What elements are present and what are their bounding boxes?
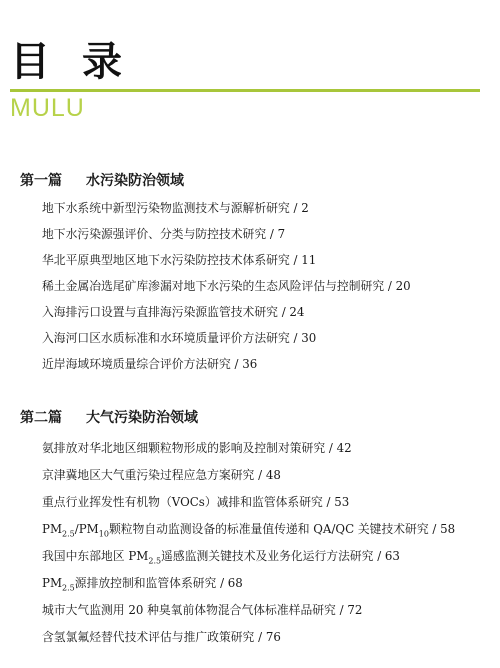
toc-entry-text: 源排放控制和监管体系研究 / 68 [74,576,243,590]
toc-entry-lead: 我国中东部地区 [42,549,129,563]
toc-entry[interactable]: 近岸海域环境质量综合评价方法研究 / 36 [42,357,258,371]
toc-entry-text: 颗粒物自动监测设备的标准量值传递和 QA/QC 关键技术研究 / 58 [108,522,456,536]
toc-entry[interactable] [42,520,455,538]
toc-entry-text: 遥感监测关键技术及业务化运行方法研究 / 63 [161,549,400,563]
toc-entry[interactable]: 入海河口区水质标准和水环境质量评价方法研究 / 30 [42,331,317,345]
toc-entry[interactable]: 地下水污染源强评价、分类与防控技术研究 / 7 [42,227,286,241]
page-subtitle: MULU [10,94,85,122]
page-title: 目录 [10,38,154,85]
toc-entry[interactable] [42,547,400,565]
toc-entry[interactable]: 重点行业挥发性有机物（VOCs）减排和监管体系研究 / 53 [42,495,350,509]
toc-entry[interactable]: 氨排放对华北地区细颗粒物形成的影响及控制对策研究 / 42 [42,441,352,455]
section-number: 第二篇 [20,410,62,426]
pm-prefix: $PM_{2.5}/PM_{10}$ [42,522,109,539]
section-title: 大气污染防治领域 [86,410,198,426]
section-heading [20,172,184,190]
section-title: 水污染防治领域 [86,173,184,189]
toc-entry[interactable]: 华北平原典型地区地下水污染防控技术体系研究 / 11 [42,253,317,267]
toc-entry[interactable]: 稀土金属冶选尾矿库渗漏对地下水污染的生态风险评估与控制研究 / 20 [42,279,411,293]
toc-entry[interactable]: 地下水系统中新型污染物监测技术与源解析研究 / 2 [42,201,309,215]
title-divider [10,89,480,92]
toc-entry[interactable]: 京津冀地区大气重污染过程应急方案研究 / 48 [42,468,281,482]
pm-prefix: $PM_{2.5}$ [128,549,162,566]
toc-entry[interactable]: 含氢氯氟烃替代技术评估与推广政策研究 / 76 [42,630,281,644]
section-number: 第一篇 [20,173,62,189]
toc-entry[interactable]: 城市大气监测用 20 种臭氧前体物混合气体标准样品研究 / 72 [42,603,363,617]
section-heading [20,409,198,427]
toc-entry[interactable]: 入海排污口设置与直排海污染源监管技术研究 / 24 [42,305,305,319]
pm-prefix: $PM_{2.5}$ [42,576,75,593]
toc-entry[interactable] [42,574,243,592]
